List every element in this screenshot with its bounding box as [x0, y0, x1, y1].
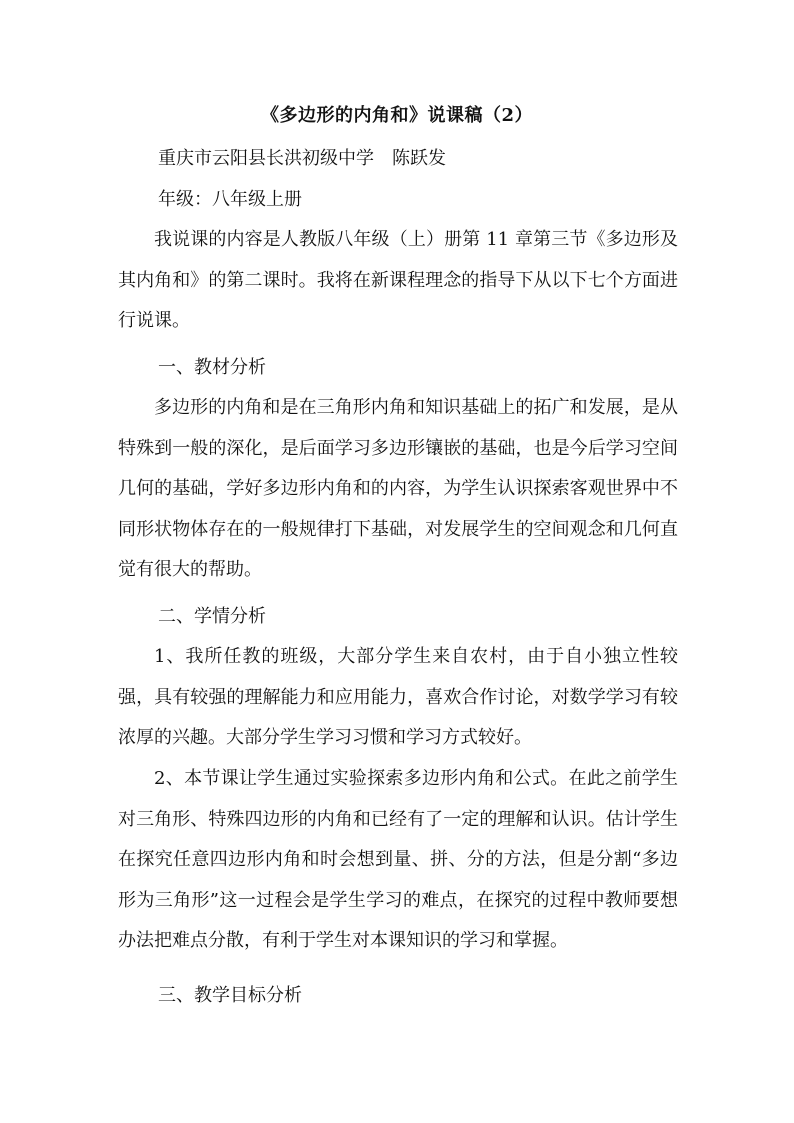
section-1-paragraph-1: 多边形的内角和是在三角形内角和知识基础上的拓广和发展，是从特殊到一般的深化，是后面学习多边形镶嵌的基础，也是今后学习空间几何的基础，学好多边形内角和的内容，为学生认识探索客观世界中不同形状物体存在的一般规律打下基础，对发展学生的空间观念和几何直觉有很大的帮助。	[118, 397, 678, 580]
author-line: 重庆市云阳县长洪初级中学 陈跃发	[158, 148, 446, 169]
grade-line: 年级：八年级上册	[158, 189, 302, 210]
section-heading-2: 二、学情分析	[158, 606, 266, 627]
intro-paragraph: 我说课的内容是人教版八年级（上）册第 11 章第三节《多边形及其内角和》的第二课时。我将在新课程理念的指导下从以下七个方面进行说课。	[118, 229, 678, 331]
section-heading-3: 三、教学目标分析	[158, 985, 302, 1006]
section-2-paragraph-1: 1、我所任教的班级，大部分学生来自农村，由于自小独立性较强，具有较强的理解能力和应用能力，喜欢合作讨论，对数学学习有较浓厚的兴趣。大部分学生学习习惯和学习方式较好。	[118, 646, 678, 748]
section-2-paragraph-2: 2、本节课让学生通过实验探索多边形内角和公式。在此之前学生对三角形、特殊四边形的内角和已经有了一定的理解和认识。估计学生在探究任意四边形内角和时会想到量、拼、分的方法，但是分割“多边形为三角形”这一过程会是学生学习的难点，在探究的过程中教师要想办法把难点分散，有利于学生对本课知识的学习和掌握。	[118, 768, 678, 951]
section-heading-1: 一、教材分析	[158, 357, 266, 378]
document-title: 《多边形的内角和》说课稿（2）	[260, 105, 534, 126]
